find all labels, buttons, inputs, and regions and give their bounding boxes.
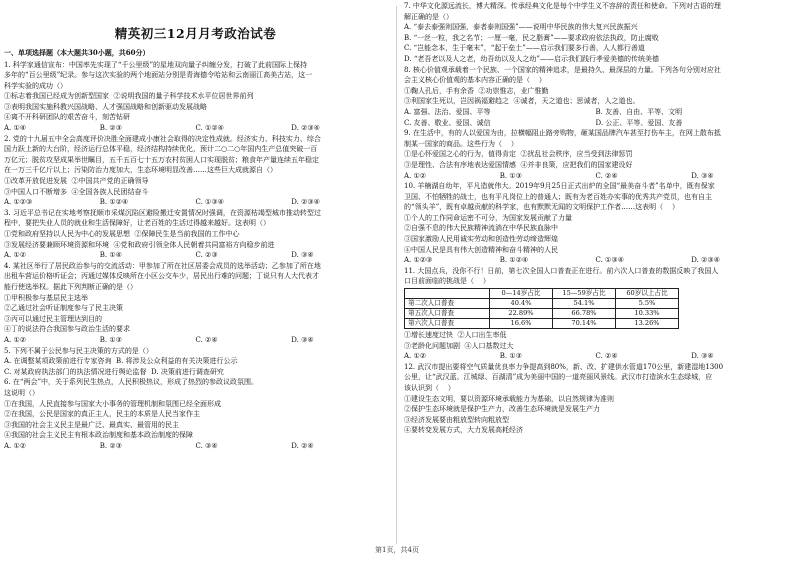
option: B. ①③ xyxy=(99,335,122,344)
question-line: ②保护生态环境就是保护生产力，改善生态环境就是发展生产力 xyxy=(404,405,600,414)
option: C. ②④ xyxy=(195,335,218,344)
question-line: 多年的“百公里级”纪录。参与这次实验的两个地面站分别是青海德令哈站和云南丽江高美古站，这一 xyxy=(4,71,313,80)
option: B. ①④ xyxy=(99,251,122,260)
option: D. ③④ xyxy=(291,251,314,260)
option: C. ①③④ xyxy=(595,256,624,265)
q9-options xyxy=(404,171,787,182)
option: B. ①②④ xyxy=(99,198,129,207)
option: C. ②④ xyxy=(595,352,618,361)
census-header-cell: 60岁以上占比 xyxy=(616,289,679,299)
question-line: 1. 科学家通信宣布：中国率先实现了“千公里级”的星地双向量子纠缠分发，打破了此前国际上保持 xyxy=(4,60,308,69)
question-line: C. 对某政府执法部门的执法情况进行舆论监督 D. 决策前进行调查研究 xyxy=(4,367,224,376)
option: D. ③④ xyxy=(291,335,314,344)
question-line: 2. 党的十九届五中全会高度评价决胜全面建成小康社会取得的决定性成就。经济实力、科技实力、综合 xyxy=(4,134,321,143)
question-line: ③中国人口不断增多 ④全国各族人民团结奋斗 xyxy=(4,187,149,196)
option: C. ②④ xyxy=(595,171,618,180)
page-footer: 第1页，共4页 xyxy=(375,546,419,554)
question-line: 6. 在“两会”中，关于系列民生热点，人民积极热议，形成了热烈的参政议政氛围。 xyxy=(4,378,259,387)
census-cell: 66.78% xyxy=(553,309,616,319)
question-line: 出租车营运价格听证会；丙通过媒体反映所在小区公交车少，居民出行难的问题；丁说只有人大代表才 xyxy=(4,272,319,281)
option: D. ③④ xyxy=(691,171,714,180)
question-line: 科学实验的成功（） xyxy=(4,81,67,90)
question-line: ①建设生态文明，要以资源环境承载能力为基础，以自然规律为准则 xyxy=(404,394,614,403)
census-row-label: 第五次人口普查 xyxy=(405,309,490,319)
option: B. ②③ xyxy=(99,124,122,133)
question-line: 公里，让“武汉蓝、江城绿、百湖清”成为美丽中国的一道亮丽风景线。武汉市打造滨水生态绿城，应 xyxy=(404,373,713,382)
q3-options xyxy=(4,250,387,261)
census-row-label: 第六次人口普查 xyxy=(405,319,490,329)
question-line: ①是心怀爱国之心的行为，值得肯定 ②扰乱社会秩序，应当受到法律惩罚 xyxy=(404,150,633,159)
option: B. ①③ xyxy=(499,171,522,180)
question-line: ③老龄化问题加剧 ④人口基数过大 xyxy=(404,341,514,350)
question-line: 国力跃上新的大台阶，经济运行总体平稳，经济结构持续优化，预计二○二○年国内生产总值突破一百 xyxy=(4,145,318,154)
option: A. ①②③ xyxy=(4,198,33,207)
census-cell: 10.33% xyxy=(616,309,679,319)
option: D. ②③④ xyxy=(691,256,720,265)
table-row xyxy=(405,319,679,329)
left-column xyxy=(4,0,387,540)
census-cell: 40.4% xyxy=(490,299,553,309)
question-line: 3. 习近平总书记在实地考察抚顺市采煤沉陷区避险搬迁安置情况时强调，在资源枯竭型城市推动转型过 xyxy=(4,208,321,217)
question-line: 8. 核心价值观承载着一个民族、一个国家的精神追求，是最持久、最深层的力量。下列各句分别对应社 xyxy=(404,65,721,74)
question-line: ①党和政府坚持以人民为中心的发展思想 ②保障民生是当前我国的工作中心 xyxy=(4,230,240,238)
question-line: 12. 武汉市提出要将空气质量优良率力争提高到80%，新、改、扩建供水管道170公里，新建湿地1300 xyxy=(404,362,724,371)
option: A. ①② xyxy=(404,352,427,361)
question-line: 卫国、不怕牺牲的战士，也有平凡岗位上的普通人；既有为老百姓办实事的优秀共产党员，也有自主 xyxy=(404,192,712,201)
question-line: 10. 羊楠湖自幼年，平凡造就伟大。2019年9月25日正式出炉的全国“最美奋斗者”名单中，既有保家 xyxy=(404,182,715,191)
question-line: ②在我国，公民是国家的真正主人，民主的本质是人民当家作主 xyxy=(4,410,200,419)
question-line: ①个人的工作同命运密不可分，为国家发展贡献了力量 xyxy=(404,213,572,222)
q2-options xyxy=(4,197,387,208)
option: D. ②③④ xyxy=(291,198,320,207)
question-line: ③利国家生死以，岂因祸福避趋之 ④诚者，天之道也；思诚者，人之道也。 xyxy=(404,97,640,106)
question-line: ③是理性、合法有序地表达爱国情感 ④并非良策，应把我们的国家建设好 xyxy=(404,160,633,169)
question-line: 该认识到（ ） xyxy=(404,384,455,392)
question-line: 在一万三千亿斤以上；污染防治力度加大，生态环境明显改善……这些巨大成就源自（） xyxy=(4,166,277,175)
option: C. ①②④ xyxy=(195,124,224,133)
census-header-cell: 15—59岁占比 xyxy=(553,289,616,299)
q10-options xyxy=(404,255,787,266)
question-line: ①改革开放促进发展 ②中国共产党的正确领导 xyxy=(4,177,149,186)
question-line: 这说明（） xyxy=(4,388,39,397)
option: B. ①②④ xyxy=(499,256,529,265)
question-line: ①增长速度过快 ②人口出生率低 xyxy=(404,331,507,340)
question-line: ①鞠人孔后，手有余香 ②功崇惟志，业广惟勤 xyxy=(404,86,549,95)
option: A. ①② xyxy=(4,441,27,450)
question-line: ④中国人民是具有伟大创造精神和奋斗精神的人民 xyxy=(404,245,558,254)
option: A. 富强、法治、爱国、平等 xyxy=(404,107,491,116)
column-divider xyxy=(396,6,397,544)
question-line: 5. 下列不属于公民参与民主决策的方式的是（） xyxy=(4,346,153,355)
question-line: B. “一丝一粒，我之名节；一厘一毫，民之脂膏”——要求政府依法执政，防止腐败 xyxy=(404,33,659,42)
option: A. ①②③ xyxy=(404,256,433,265)
census-header-cell: 0—14岁占比 xyxy=(490,289,553,299)
question-line: ③国家激励人民用诚实劳动和创造性劳动缔造辉煌 xyxy=(404,235,558,244)
q4-options xyxy=(4,335,387,346)
question-line: ①在我国，人民直接参与国家大小事务的管理机制和氛围已经全面形成 xyxy=(4,399,221,408)
census-cell: 22.89% xyxy=(490,309,553,319)
census-table xyxy=(404,288,679,329)
question-line: ④我国的社会主义民主有根本政治制度和基本政治制度的保障 xyxy=(4,431,193,440)
question-line: ③发展经济要兼顾环境资源和环境 ④党和政府引领全体人民朝着共同富裕方向稳步前进 xyxy=(4,240,275,249)
q8-choices-ab xyxy=(404,107,787,118)
question-line: 能行使选举权。据此下列判断正确的是（） xyxy=(4,282,137,291)
question-line: ③丙可以通过民主管理达到目的 xyxy=(4,314,102,323)
question-line: C. “岂能念本，生于毫末”，“起于垒土”——启示我们要多行善，人人都行善道 xyxy=(404,44,645,53)
table-row xyxy=(405,299,679,309)
q8-choices-cd xyxy=(404,118,787,129)
question-line: 制某一国家的商品。这些行为（ ） xyxy=(404,139,518,148)
question-line: D. “老吾老以及人之老，幼吾幼以及人之幼”——启示我们践行孝爱美德的传统美德 xyxy=(404,54,659,63)
option: A. ①② xyxy=(404,171,427,180)
question-line: 11. 大国点兵，没你不行！日前，第七次全国人口普查正在进行。前六次人口普查的数据反映了我国人 xyxy=(404,266,719,275)
q11-options xyxy=(404,351,787,362)
question-line: ③表明我国实施科教兴国战略、人才强国战略和创新驱动发展战略 xyxy=(4,102,207,111)
census-cell: 16.6% xyxy=(490,319,553,329)
question-line: ②自强不息的伟大民族精神流淌在中华民族血脉中 xyxy=(404,224,558,233)
q6-options xyxy=(4,441,387,452)
question-line: ④丁的说法符合我国参与政治生活的要求 xyxy=(4,325,130,334)
question-line: 9. 在生活中，有的人以爱国为由，拉横幅阻止路旁购物，砸某国品牌汽车甚至打伤车主，在网上散布抵 xyxy=(404,129,721,138)
question-line: 解正确的是（） xyxy=(404,12,453,21)
right-column xyxy=(404,0,787,540)
option: A. ①④ xyxy=(4,124,27,133)
option: B. ②③ xyxy=(99,441,122,450)
option: B. 友善、自由、平等、文明 xyxy=(595,107,683,116)
census-header-cell xyxy=(405,289,490,299)
question-line: 万亿元；脱贫攻坚成果举世瞩目，五千五百七十五万农村贫困人口实现脱贫；粮食年产量连续五年稳定 xyxy=(4,155,319,164)
question-line: 4. 某社区举行了居民政治参与的交流活动：甲参加了所在社区居委会成员的选举活动；乙参加了所在地 xyxy=(4,261,321,270)
question-line: 会主义核心价值观的基本内容正确的是（ ） xyxy=(404,76,546,85)
exam-title: 精英初三12月月考政治试卷 xyxy=(114,26,277,41)
question-line: A. 在调整某项政策前进行专家咨询 B. 将涉及公众利益的有关决策进行公示 xyxy=(4,357,238,366)
option: A. ①② xyxy=(4,251,27,260)
census-header-row xyxy=(405,289,679,299)
option: C. ③④ xyxy=(195,441,218,450)
table-row xyxy=(405,309,679,319)
option: D. 公正、平等、爱国、友善 xyxy=(595,118,683,127)
option: D. ③④ xyxy=(691,352,714,361)
census-cell: 70.14% xyxy=(553,319,616,329)
section-heading: 一、单项选择题（本大题共30小题，共60分） xyxy=(4,48,150,57)
option: A. ①② xyxy=(4,335,27,344)
option: C. 友善、敬业、爱国、诚信 xyxy=(404,118,491,127)
q1-options xyxy=(4,123,387,134)
question-line: ④要转变发展方式，大力发展高耗经济 xyxy=(404,426,523,435)
question-line: 7. 中华文化源远流长，博大精深。传承经典文化是每个中学生义不容辞的责任和使命。下列对古语的理 xyxy=(404,2,721,10)
option: D. ②④ xyxy=(291,441,314,450)
question-line: ②乙通过社会听证制度参与了民主决策 xyxy=(4,304,123,313)
question-line: ④离不开科研团队的艰苦奋斗，刻苦钻研 xyxy=(4,113,130,122)
question-line: ③经济发展要由粗放型转向粗放型 xyxy=(404,415,509,424)
question-line: ①标志着我国已经成为创新型国家 ②说明我国的量子科学技术水平位居世界前列 xyxy=(4,92,254,101)
question-line: 口目前面临的挑战是（ ） xyxy=(404,277,490,286)
option: B. ①③ xyxy=(499,352,522,361)
question-line: 的“领头羊”，既有卓越贡献的科学家，也有默默无闻的文明保护工作者……这表明（ ） xyxy=(404,203,680,212)
census-cell: 13.26% xyxy=(616,319,679,329)
question-line: A. “泰去泰强则国强，泰者泰则国强”——说明中华民族的伟大复兴民族振兴 xyxy=(404,23,638,32)
option: C. ①③④ xyxy=(195,198,224,207)
census-cell: 5.5% xyxy=(616,299,679,309)
census-cell: 54.1% xyxy=(553,299,616,309)
option: D. ②③④ xyxy=(291,124,320,133)
option: C. ②③ xyxy=(195,251,218,260)
census-row-label: 第二次人口普查 xyxy=(405,299,490,309)
question-line: ③我国的社会主义民主是最广泛、最真实、最管用的民主 xyxy=(4,420,179,429)
question-line: ①甲积极参与基层民主选举 xyxy=(4,293,88,302)
question-line: 程中，要把失业人员的就业和生活保障好，让老百姓的生活过得越来越好。这表明（） xyxy=(4,219,270,228)
